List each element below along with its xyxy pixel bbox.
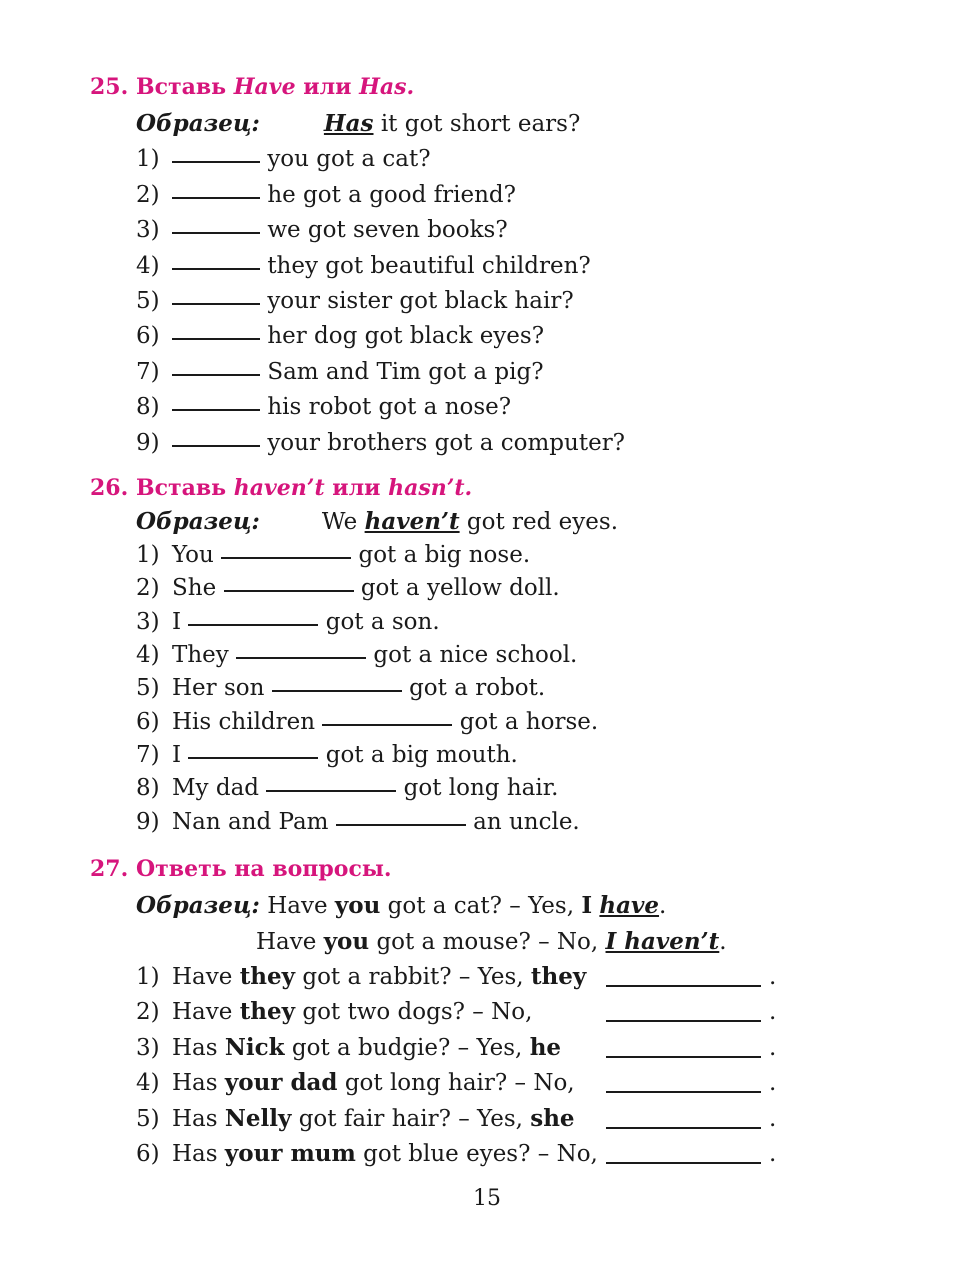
item-text: we got seven books? <box>267 217 508 243</box>
exercise-27-title: 27. Ответь на вопросы. <box>90 856 392 882</box>
item-text: got long hair? – No, <box>344 1070 575 1096</box>
exercise-26-item <box>136 640 577 670</box>
item-verb: Has <box>172 1141 218 1167</box>
item-text: he got a good friend? <box>267 182 516 208</box>
answer-blank[interactable] <box>172 160 260 163</box>
item-answer-pronoun: they <box>530 963 587 990</box>
item-text: her dog got black eyes? <box>267 323 545 349</box>
item-subject: She <box>172 575 217 601</box>
exercise-26-item <box>136 573 560 603</box>
item-subject: Nelly <box>224 1105 292 1132</box>
answer-blank[interactable] <box>172 373 260 376</box>
exercise-25-item <box>136 321 544 351</box>
item-verb: Have <box>172 999 233 1025</box>
exercise-25-item <box>136 357 544 387</box>
exercise-25-item <box>136 392 511 422</box>
exercise-25-item <box>136 251 591 281</box>
answer-blank[interactable] <box>606 1090 761 1093</box>
item-number: 4) <box>136 642 160 668</box>
item-number: 2) <box>136 182 160 208</box>
answer-blank[interactable] <box>172 267 260 270</box>
item-answer-pronoun: she <box>530 1105 575 1132</box>
item-number: 5) <box>136 675 160 701</box>
item-text: an uncle. <box>473 809 580 835</box>
item-number: 8) <box>136 775 160 801</box>
end-dot: . <box>769 1141 777 1167</box>
exercise-27-item <box>136 1139 776 1169</box>
item-subject: Nan and Pam <box>172 809 329 835</box>
end-dot: . <box>769 999 777 1025</box>
item-text: got a budgie? – Yes, <box>291 1035 523 1061</box>
item-number: 6) <box>136 323 160 349</box>
item-subject: They <box>172 642 229 668</box>
item-subject: they <box>239 963 296 990</box>
item-subject: your mum <box>224 1140 356 1167</box>
exercise-26-item <box>136 540 530 570</box>
exercise-25-item <box>136 286 574 316</box>
answer-blank[interactable] <box>236 656 366 659</box>
item-number: 4) <box>136 1070 160 1096</box>
item-number: 5) <box>136 288 160 314</box>
item-text: got a horse. <box>459 709 599 735</box>
exercise-25-item <box>136 144 431 174</box>
answer-blank[interactable] <box>336 823 466 826</box>
answer-blank[interactable] <box>606 1019 761 1022</box>
item-text: Sam and Tim got a pig? <box>267 359 544 385</box>
answer-blank[interactable] <box>606 1161 761 1164</box>
item-text: got long hair. <box>403 775 559 801</box>
item-subject: Nick <box>224 1034 285 1061</box>
item-number: 5) <box>136 1106 160 1132</box>
item-subject: His children <box>172 709 316 735</box>
answer-blank[interactable] <box>606 1055 761 1058</box>
item-text: your brothers got a computer? <box>267 430 626 456</box>
item-subject: they <box>239 998 296 1025</box>
item-number: 2) <box>136 999 160 1025</box>
item-subject: I <box>172 742 182 768</box>
exercise-25-example: Образец: Has it got short ears? <box>136 110 581 137</box>
exercise-27-example-1: Образец: Have you got a cat? – Yes, I have. <box>136 892 667 919</box>
end-dot: . <box>769 964 777 990</box>
item-text: got a son. <box>325 609 440 635</box>
item-text: got a nice school. <box>373 642 578 668</box>
item-text: his robot got a nose? <box>267 394 512 420</box>
exercise-26-item <box>136 707 598 737</box>
item-number: 9) <box>136 430 160 456</box>
end-dot: . <box>769 1106 777 1132</box>
item-number: 7) <box>136 742 160 768</box>
item-subject: your dad <box>224 1069 338 1096</box>
answer-blank[interactable] <box>221 556 351 559</box>
exercise-26-item <box>136 740 518 770</box>
item-text: they got beautiful children? <box>267 253 591 279</box>
item-text: your sister got black hair? <box>267 288 574 314</box>
item-verb: Have <box>172 964 233 990</box>
item-verb: Has <box>172 1106 218 1132</box>
answer-blank[interactable] <box>188 623 318 626</box>
item-verb: Has <box>172 1035 218 1061</box>
item-text: got blue eyes? – No, <box>363 1141 598 1167</box>
item-number: 8) <box>136 394 160 420</box>
item-number: 1) <box>136 146 160 172</box>
answer-blank[interactable] <box>172 337 260 340</box>
item-number: 1) <box>136 964 160 990</box>
exercise-27-item <box>136 1104 776 1134</box>
answer-blank[interactable] <box>272 689 402 692</box>
item-number: 3) <box>136 609 160 635</box>
exercise-26-item <box>136 673 545 703</box>
answer-blank[interactable] <box>606 1126 761 1129</box>
exercise-26-item <box>136 807 580 837</box>
exercise-27-item <box>136 1068 776 1098</box>
exercise-25-item <box>136 180 516 210</box>
answer-blank[interactable] <box>606 984 761 987</box>
item-text: got a big nose. <box>358 542 531 568</box>
exercise-27-item <box>136 962 776 992</box>
item-text: got a robot. <box>409 675 546 701</box>
answer-blank[interactable] <box>188 756 318 759</box>
item-text: got fair hair? – Yes, <box>298 1106 523 1132</box>
item-number: 4) <box>136 253 160 279</box>
item-number: 6) <box>136 709 160 735</box>
exercise-26-item <box>136 607 440 637</box>
exercise-25-item <box>136 428 625 458</box>
item-verb: Has <box>172 1070 218 1096</box>
item-number: 6) <box>136 1141 160 1167</box>
item-subject: I <box>172 609 182 635</box>
item-subject: You <box>172 542 214 568</box>
item-number: 2) <box>136 575 160 601</box>
end-dot: . <box>769 1070 777 1096</box>
answer-blank[interactable] <box>172 408 260 411</box>
exercise-26-title: 26. Вставь haven’t или hasn’t. <box>90 475 473 501</box>
exercise-25-item <box>136 215 508 245</box>
exercise-27-item <box>136 997 776 1027</box>
item-number: 9) <box>136 809 160 835</box>
answer-blank[interactable] <box>172 196 260 199</box>
item-answer-pronoun: he <box>529 1034 562 1061</box>
item-subject: Her son <box>172 675 265 701</box>
item-number: 3) <box>136 217 160 243</box>
item-text: got two dogs? – No, <box>302 999 533 1025</box>
exercise-27-item <box>136 1033 776 1063</box>
exercise-26-example: Образец: We haven’t got red eyes. <box>136 508 619 535</box>
item-subject: My dad <box>172 775 260 801</box>
answer-blank[interactable] <box>172 231 260 234</box>
answer-blank[interactable] <box>224 589 354 592</box>
exercise-25-title: 25. Вставь Have или Has. <box>90 74 415 100</box>
item-number: 3) <box>136 1035 160 1061</box>
answer-blank[interactable] <box>322 723 452 726</box>
exercise-26-item <box>136 773 558 803</box>
exercise-27-example-2: Have you got a mouse? – No, I haven’t. <box>256 928 727 955</box>
item-text: got a rabbit? – Yes, <box>302 964 524 990</box>
end-dot: . <box>769 1035 777 1061</box>
item-text: you got a cat? <box>267 146 431 172</box>
answer-blank[interactable] <box>172 444 260 447</box>
item-text: got a yellow doll. <box>360 575 560 601</box>
item-text: got a big mouth. <box>325 742 518 768</box>
item-number: 7) <box>136 359 160 385</box>
answer-blank[interactable] <box>172 302 260 305</box>
page-number: 15 <box>473 1186 501 1211</box>
answer-blank[interactable] <box>266 789 396 792</box>
item-number: 1) <box>136 542 160 568</box>
